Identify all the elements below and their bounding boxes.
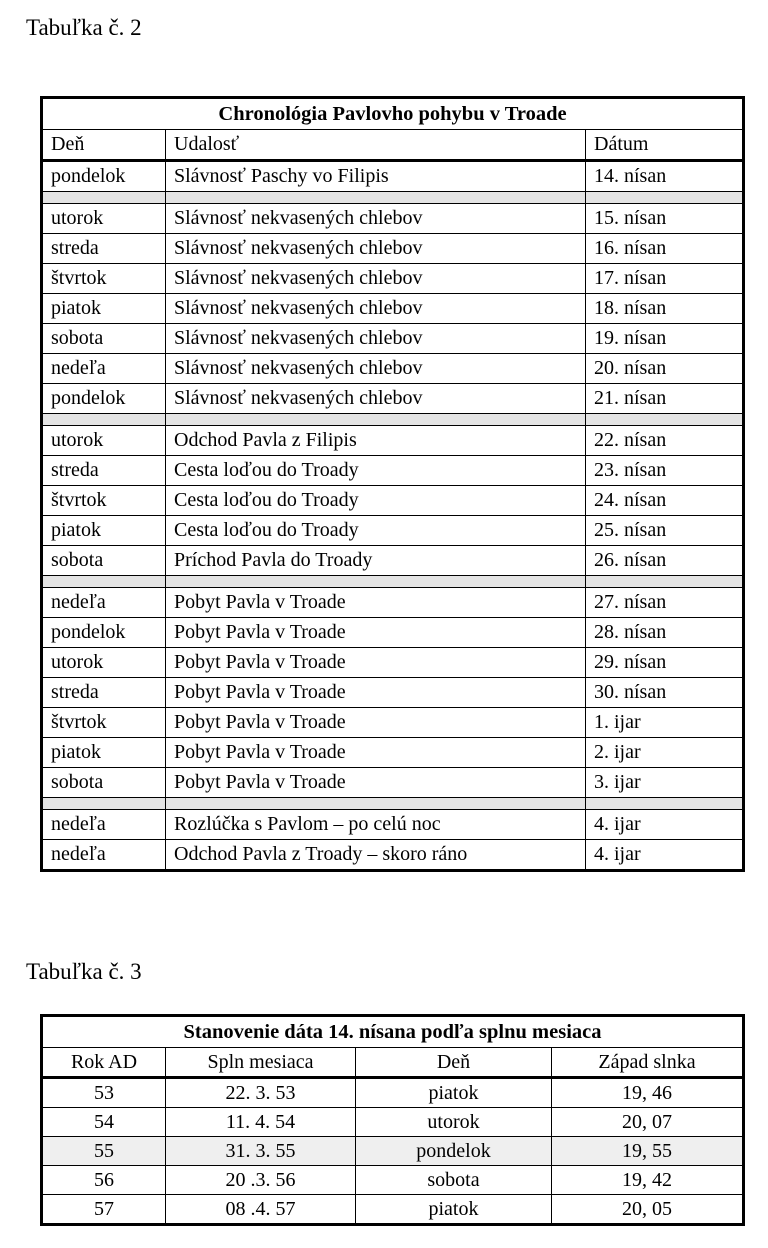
- date-cell: 25. nísan: [586, 516, 744, 546]
- day-cell: pondelok: [42, 618, 166, 648]
- day-cell: piatok: [42, 294, 166, 324]
- table-row: [42, 840, 744, 871]
- separator-cell: [42, 798, 166, 810]
- date-cell: 21. nísan: [586, 384, 744, 414]
- table-row: [42, 810, 744, 840]
- event-cell: Odchod Pavla z Troady – skoro ráno: [166, 840, 586, 871]
- date-cell: 3. ijar: [586, 768, 744, 798]
- day-cell: piatok: [42, 738, 166, 768]
- group-separator: [42, 576, 744, 588]
- date-cell: 14. nísan: [586, 161, 744, 192]
- date-cell: 24. nísan: [586, 486, 744, 516]
- table-row: [42, 161, 744, 192]
- separator-cell: [586, 576, 744, 588]
- table-row: [42, 204, 744, 234]
- event-cell: Slávnosť nekvasených chlebov: [166, 264, 586, 294]
- date-cell: 27. nísan: [586, 588, 744, 618]
- sunset-cell: 20, 07: [552, 1108, 744, 1137]
- day-cell: pondelok: [42, 384, 166, 414]
- sunset-cell: 19, 42: [552, 1166, 744, 1195]
- table-2-caption: Tabuľka č. 2: [26, 15, 142, 40]
- group-separator: [42, 192, 744, 204]
- full-moon-table-body: [42, 1078, 744, 1225]
- event-cell: Cesta loďou do Troady: [166, 486, 586, 516]
- table-row: [42, 678, 744, 708]
- full-moon-cell: 20 .3. 56: [166, 1166, 356, 1195]
- event-cell: Pobyt Pavla v Troade: [166, 738, 586, 768]
- year-cell: 55: [42, 1137, 166, 1166]
- full-moon-cell: 31. 3. 55: [166, 1137, 356, 1166]
- separator-cell: [42, 576, 166, 588]
- column-header-event: Udalosť: [166, 130, 586, 161]
- table-row: [42, 1078, 744, 1108]
- event-cell: Pobyt Pavla v Troade: [166, 678, 586, 708]
- table-row: [42, 384, 744, 414]
- day-cell: utorok: [42, 426, 166, 456]
- event-cell: Slávnosť nekvasených chlebov: [166, 294, 586, 324]
- date-cell: 28. nísan: [586, 618, 744, 648]
- table-row: [42, 1108, 744, 1137]
- day-cell: sobota: [42, 324, 166, 354]
- separator-cell: [166, 192, 586, 204]
- event-cell: Pobyt Pavla v Troade: [166, 648, 586, 678]
- table-row: [42, 486, 744, 516]
- date-cell: 1. ijar: [586, 708, 744, 738]
- table-row: [42, 738, 744, 768]
- day-cell: štvrtok: [42, 486, 166, 516]
- day-cell: nedeľa: [42, 588, 166, 618]
- day-cell: sobota: [42, 768, 166, 798]
- column-header-day: Deň: [42, 130, 166, 161]
- full-moon-cell: 11. 4. 54: [166, 1108, 356, 1137]
- day-cell: štvrtok: [42, 708, 166, 738]
- date-cell: 19. nísan: [586, 324, 744, 354]
- date-cell: 17. nísan: [586, 264, 744, 294]
- event-cell: Slávnosť nekvasených chlebov: [166, 384, 586, 414]
- weekday-cell: sobota: [356, 1166, 552, 1195]
- separator-cell: [166, 576, 586, 588]
- day-cell: utorok: [42, 648, 166, 678]
- table-row: [42, 708, 744, 738]
- group-separator: [42, 798, 744, 810]
- day-cell: pondelok: [42, 161, 166, 192]
- event-cell: Cesta loďou do Troady: [166, 456, 586, 486]
- separator-cell: [586, 414, 744, 426]
- event-cell: Cesta loďou do Troady: [166, 516, 586, 546]
- event-cell: Slávnosť nekvasených chlebov: [166, 204, 586, 234]
- event-cell: Pobyt Pavla v Troade: [166, 708, 586, 738]
- table-row: [42, 456, 744, 486]
- full-moon-cell: 08 .4. 57: [166, 1195, 356, 1225]
- event-cell: Rozlúčka s Pavlom – po celú noc: [166, 810, 586, 840]
- table-row: [42, 516, 744, 546]
- table-row: [42, 294, 744, 324]
- event-cell: Odchod Pavla z Filipis: [166, 426, 586, 456]
- date-cell: 23. nísan: [586, 456, 744, 486]
- separator-cell: [166, 414, 586, 426]
- event-cell: Slávnosť nekvasených chlebov: [166, 324, 586, 354]
- date-cell: 20. nísan: [586, 354, 744, 384]
- day-cell: utorok: [42, 204, 166, 234]
- sunset-cell: 19, 46: [552, 1078, 744, 1108]
- table-row: [42, 1195, 744, 1225]
- table-row: [42, 1137, 744, 1166]
- date-cell: 22. nísan: [586, 426, 744, 456]
- date-cell: 4. ijar: [586, 810, 744, 840]
- table-row: [42, 618, 744, 648]
- chronology-table-body: [42, 161, 744, 871]
- weekday-cell: piatok: [356, 1078, 552, 1108]
- full-moon-table-title: Stanovenie dáta 14. nísana podľa splnu mesiaca: [42, 1016, 744, 1048]
- table-3-caption: Tabuľka č. 3: [26, 959, 142, 984]
- event-cell: Slávnosť nekvasených chlebov: [166, 234, 586, 264]
- table-row: [42, 354, 744, 384]
- column-header-date: Dátum: [586, 130, 744, 161]
- year-cell: 56: [42, 1166, 166, 1195]
- table-row: [42, 264, 744, 294]
- day-cell: piatok: [42, 516, 166, 546]
- event-cell: Slávnosť nekvasených chlebov: [166, 354, 586, 384]
- separator-cell: [42, 414, 166, 426]
- date-cell: 15. nísan: [586, 204, 744, 234]
- date-cell: 26. nísan: [586, 546, 744, 576]
- event-cell: Pobyt Pavla v Troade: [166, 618, 586, 648]
- chronology-table-title: Chronológia Pavlovho pohybu v Troade: [42, 98, 744, 130]
- column-header-full-moon: Spln mesiaca: [166, 1048, 356, 1078]
- date-cell: 30. nísan: [586, 678, 744, 708]
- event-cell: Slávnosť Paschy vo Filipis: [166, 161, 586, 192]
- year-cell: 57: [42, 1195, 166, 1225]
- table-row: [42, 324, 744, 354]
- table-row: [42, 234, 744, 264]
- table-row: [42, 1166, 744, 1195]
- table-row: [42, 768, 744, 798]
- day-cell: streda: [42, 234, 166, 264]
- event-cell: Pobyt Pavla v Troade: [166, 768, 586, 798]
- separator-cell: [166, 798, 586, 810]
- event-cell: Pobyt Pavla v Troade: [166, 588, 586, 618]
- table-row: [42, 588, 744, 618]
- day-cell: nedeľa: [42, 354, 166, 384]
- sunset-cell: 19, 55: [552, 1137, 744, 1166]
- weekday-cell: pondelok: [356, 1137, 552, 1166]
- date-cell: 4. ijar: [586, 840, 744, 871]
- table-row: [42, 546, 744, 576]
- year-cell: 54: [42, 1108, 166, 1137]
- table-row: [42, 426, 744, 456]
- sunset-cell: 20, 05: [552, 1195, 744, 1225]
- column-header-weekday: Deň: [356, 1048, 552, 1078]
- column-header-year: Rok AD: [42, 1048, 166, 1078]
- day-cell: nedeľa: [42, 840, 166, 871]
- separator-cell: [42, 192, 166, 204]
- day-cell: streda: [42, 456, 166, 486]
- date-cell: 18. nísan: [586, 294, 744, 324]
- date-cell: 2. ijar: [586, 738, 744, 768]
- separator-cell: [586, 192, 744, 204]
- table-row: [42, 648, 744, 678]
- column-header-sunset: Západ slnka: [552, 1048, 744, 1078]
- event-cell: Príchod Pavla do Troady: [166, 546, 586, 576]
- group-separator: [42, 414, 744, 426]
- date-cell: 16. nísan: [586, 234, 744, 264]
- separator-cell: [586, 798, 744, 810]
- pavel-chronology-table: [40, 96, 745, 872]
- weekday-cell: piatok: [356, 1195, 552, 1225]
- full-moon-table: [40, 1014, 745, 1226]
- day-cell: nedeľa: [42, 810, 166, 840]
- year-cell: 53: [42, 1078, 166, 1108]
- full-moon-cell: 22. 3. 53: [166, 1078, 356, 1108]
- day-cell: sobota: [42, 546, 166, 576]
- date-cell: 29. nísan: [586, 648, 744, 678]
- weekday-cell: utorok: [356, 1108, 552, 1137]
- day-cell: štvrtok: [42, 264, 166, 294]
- day-cell: streda: [42, 678, 166, 708]
